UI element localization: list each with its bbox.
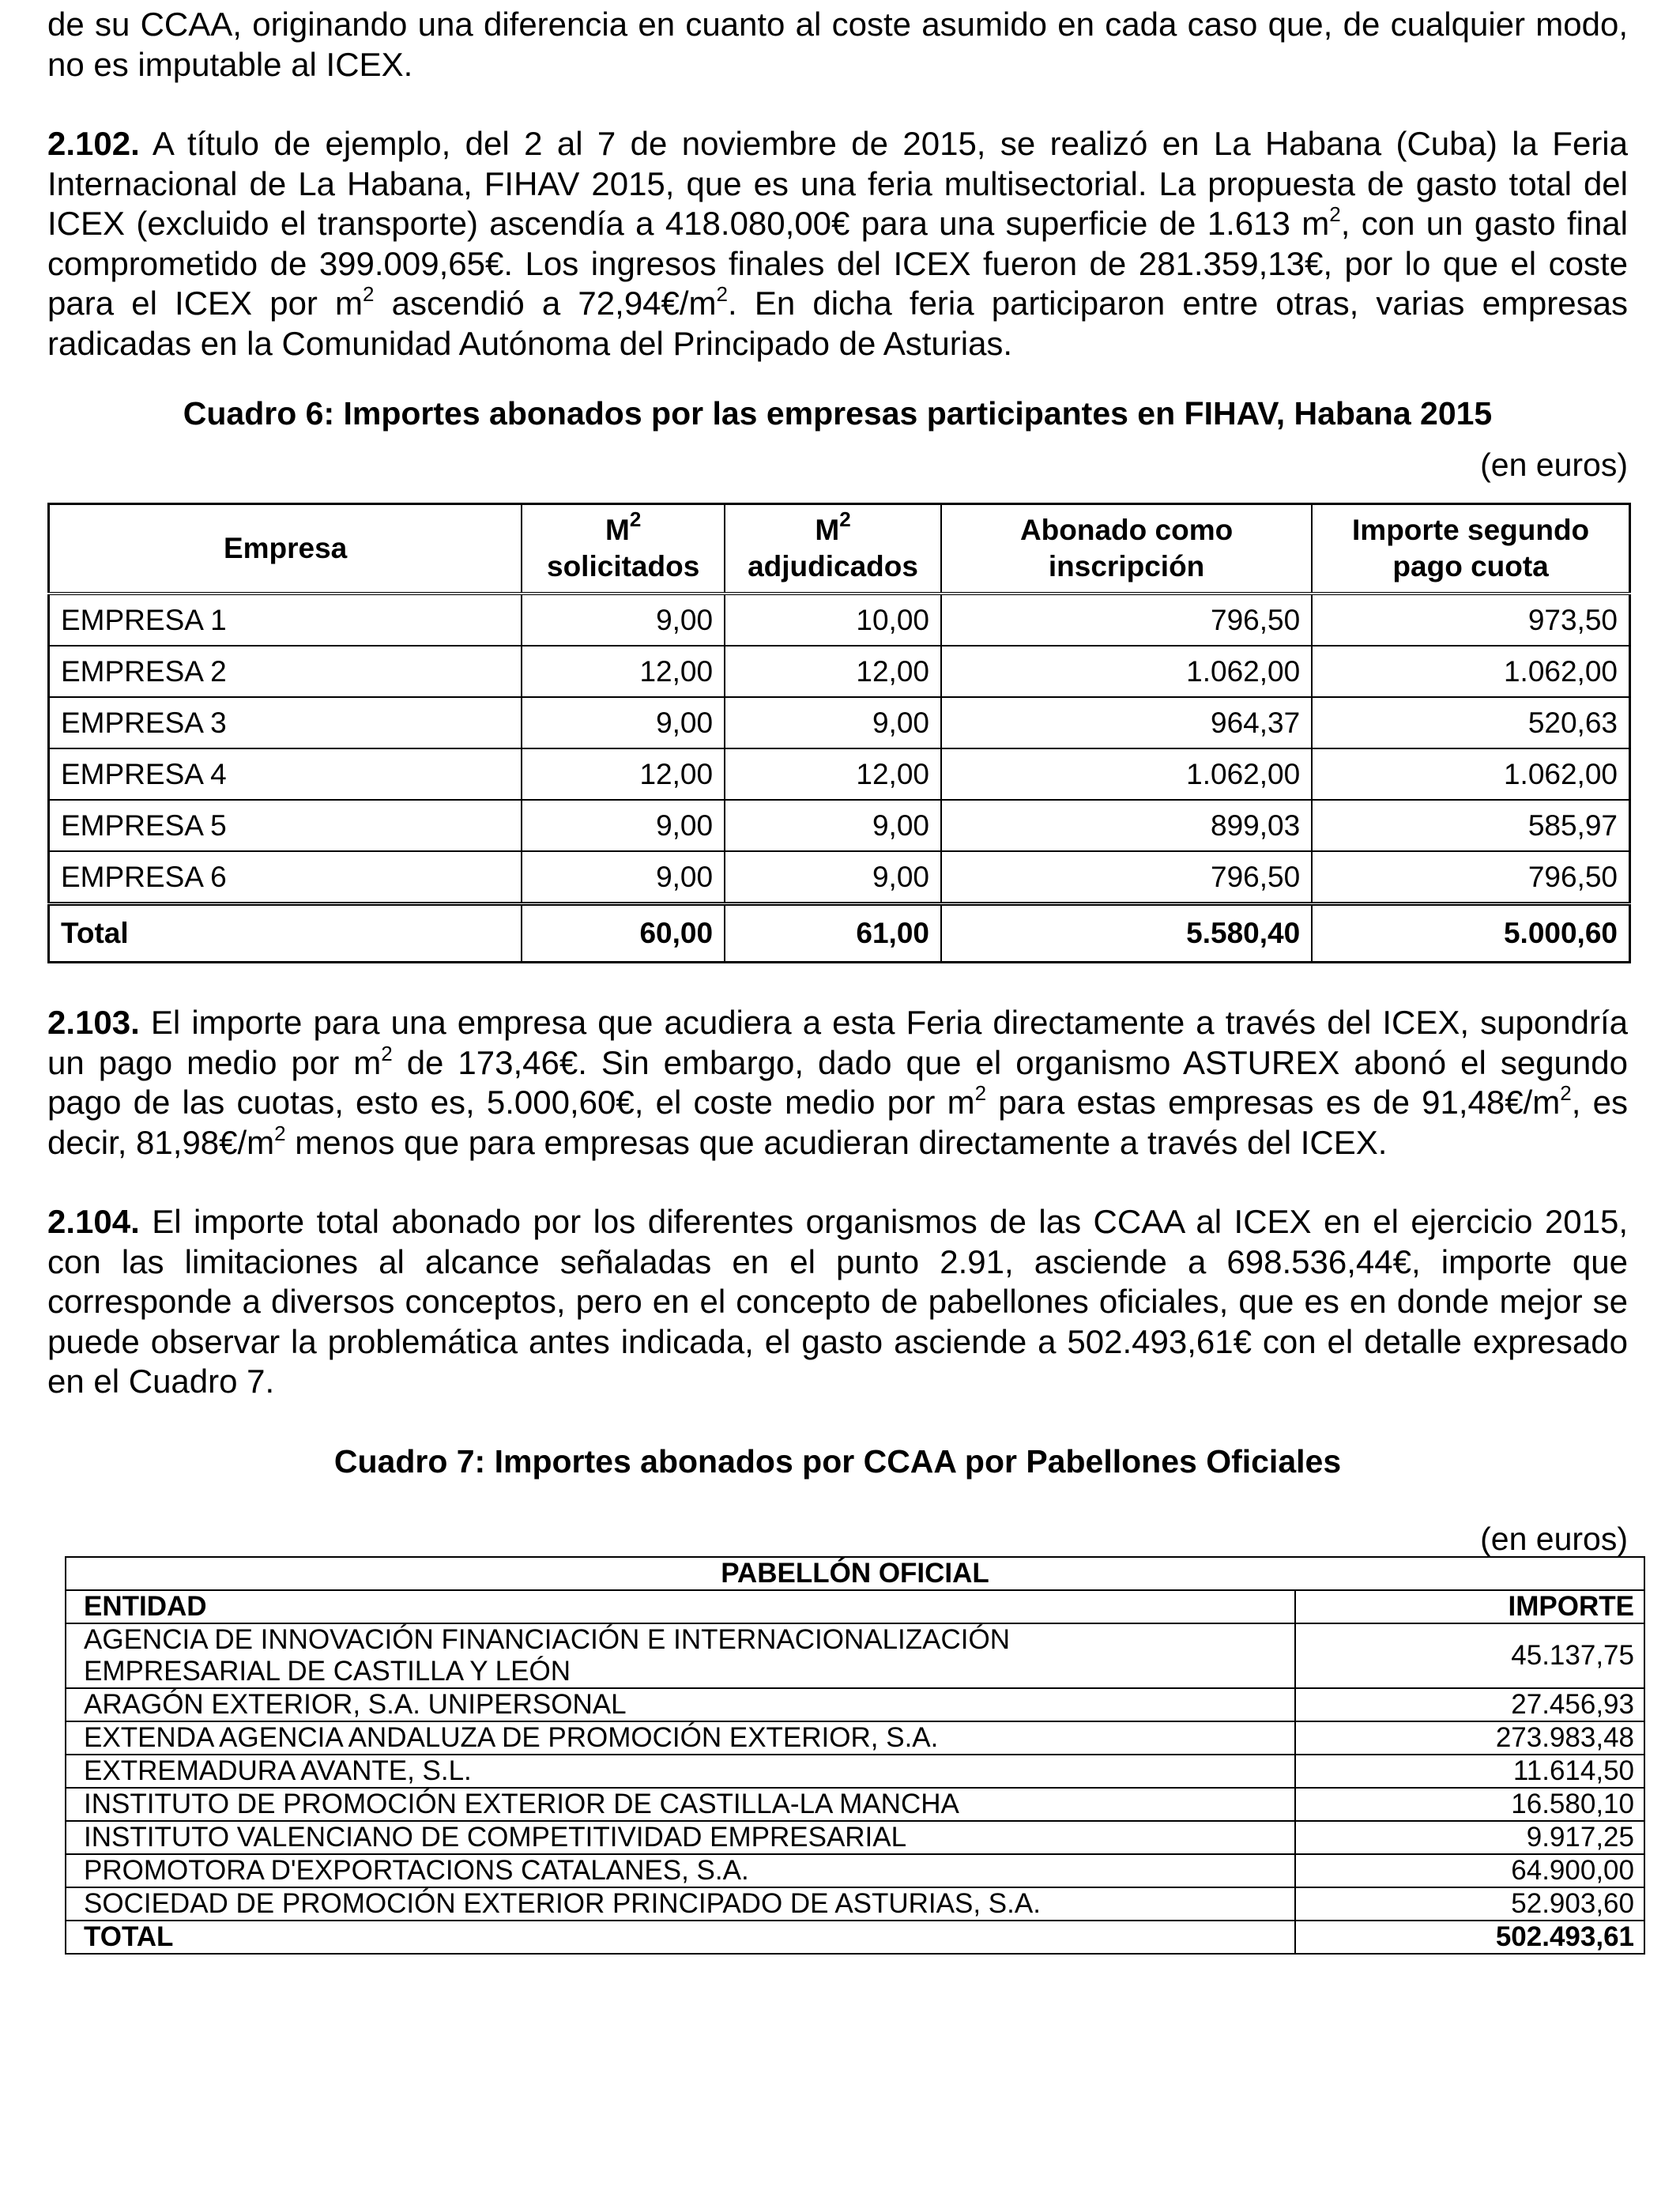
table-row: EMPRESA 4 12,00 12,00 1.062,00 1.062,00 xyxy=(49,748,1630,800)
table-row: EXTREMADURA AVANTE, S.L. 11.614,50 xyxy=(66,1755,1644,1788)
table-row: EXTENDA AGENCIA ANDALUZA DE PROMOCIÓN EXTERIOR, S.A. 273.983,48 xyxy=(66,1721,1644,1755)
cuadro6-table xyxy=(47,503,1631,963)
col-entidad: ENTIDAD xyxy=(66,1590,1295,1623)
table-total-row: Total 60,00 61,00 5.580,40 5.000,60 xyxy=(49,904,1630,963)
table-row: EMPRESA 2 12,00 12,00 1.062,00 1.062,00 xyxy=(49,646,1630,697)
paragraph-2-102: 2.102. A título de ejemplo, del 2 al 7 de noviembre de 2015, se realizó en La Habana (Cuba) la Feria Internacional de La Habana, FIHAV 2015, que es una feria multisectorial. La propuesta de gasto total del ICEX (excluido el transporte) ascendía a 418.080,00€ para una superficie de 1.613 $m^2$, con un gasto final comprometido de 399.009,65€. Los ingresos finales del ICEX fueron de 281.359,13€, por lo que el coste para el ICEX por $m^2$ ascendió a $72,94€/m^2$. En dicha feria participaron entre otras, varias empresas radicadas en la Comunidad Autónoma del Principado de Asturias. xyxy=(47,125,1628,362)
table-row: ARAGÓN EXTERIOR, S.A. UNIPERSONAL 27.456,93 xyxy=(66,1688,1644,1721)
col-m2-solicitados: $M^2$ solicitados xyxy=(522,504,725,594)
document-page xyxy=(47,0,1634,1955)
paragraph-number: 2.103. xyxy=(47,1004,140,1041)
cuadro7-group-header-row xyxy=(66,1557,1644,1590)
table-row: EMPRESA 3 9,00 9,00 964,37 520,63 xyxy=(49,697,1630,748)
table-row: EMPRESA 6 9,00 9,00 796,50 796,50 xyxy=(49,851,1630,904)
paragraph-number: 2.102. xyxy=(47,125,140,162)
cuadro7-header-row xyxy=(66,1590,1644,1623)
cuadro7-units: (en euros) xyxy=(1480,1520,1628,1557)
table-total-row: TOTAL 502.493,61 xyxy=(66,1921,1644,1954)
table-row: AGENCIA DE INNOVACIÓN FINANCIACIÓN E INTERNACIONALIZACIÓN EMPRESARIAL DE CASTILLA Y LEÓN 45.137,75 xyxy=(66,1623,1644,1688)
cuadro6-header-row xyxy=(49,504,1630,594)
cuadro6-units: (en euros) xyxy=(1480,447,1628,483)
col-m2-adjudicados: $M^2$ adjudicados xyxy=(725,504,941,594)
cuadro7-title: Cuadro 7: Importes abonados por CCAA por Pabellones Oficiales xyxy=(333,1442,1342,1480)
col-pabellon-oficial: PABELLÓN OFICIAL xyxy=(66,1557,1644,1590)
col-empresa: Empresa xyxy=(49,504,522,594)
col-importe: Importe segundo pago cuota xyxy=(1312,504,1629,594)
table-row: PROMOTORA D'EXPORTACIONS CATALANES, S.A. 64.900,00 xyxy=(66,1854,1644,1887)
cuadro7-table xyxy=(65,1556,1645,1955)
paragraph-2-104: 2.104. El importe total abonado por los diferentes organismos de las CCAA al ICEX en el ejercicio 2015, con las limitaciones al alcance señaladas en el punto 2.91, asciende a 698.536,44€, importe que corresponde a diversos conceptos, pero en el concepto de pabellones oficiales, que es en donde mejor se puede observar la problemática antes indicada, el gasto asciende a 502.493,61€ con el detalle expresado en el Cuadro 7. xyxy=(47,1203,1628,1400)
col-abonado: Abonado como inscripción xyxy=(941,504,1312,594)
paragraph-2-103: 2.103. El importe para una empresa que acudiera a esta Feria directamente a través del ICEX, supondría un pago medio por $m^2$ de 173,46€. Sin embargo, dado que el organismo ASTUREX abonó el segundo pago de las cuotas, esto es, 5.000,60€, el coste medio por $m^2$ para estas empresas es de $91,48€/m^2$, es decir, $81,98€/m^2$ menos que para empresas que acudieran directamente a través del ICEX. xyxy=(47,1004,1628,1161)
paragraph-number: 2.104. xyxy=(47,1203,140,1240)
col-importe: IMPORTE xyxy=(1295,1590,1644,1623)
table-row: INSTITUTO DE PROMOCIÓN EXTERIOR DE CASTILLA-LA MANCHA 16.580,10 xyxy=(66,1788,1644,1821)
table-row: SOCIEDAD DE PROMOCIÓN EXTERIOR PRINCIPADO DE ASTURIAS, S.A. 52.903,60 xyxy=(66,1887,1644,1921)
paragraph-intro: de su CCAA, originando una diferencia en cuanto al coste asumido en cada caso que, de cualquier modo, no es imputable al ICEX. xyxy=(47,6,1628,83)
table-row: EMPRESA 5 9,00 9,00 899,03 585,97 xyxy=(49,800,1630,851)
table-row: INSTITUTO VALENCIANO DE COMPETITIVIDAD EMPRESARIAL 9.917,25 xyxy=(66,1821,1644,1854)
cuadro6-title: Cuadro 6: Importes abonados por las empresas participantes en FIHAV, Habana 2015 xyxy=(183,395,1493,432)
table-row: EMPRESA 1 9,00 10,00 796,50 973,50 xyxy=(49,594,1630,646)
